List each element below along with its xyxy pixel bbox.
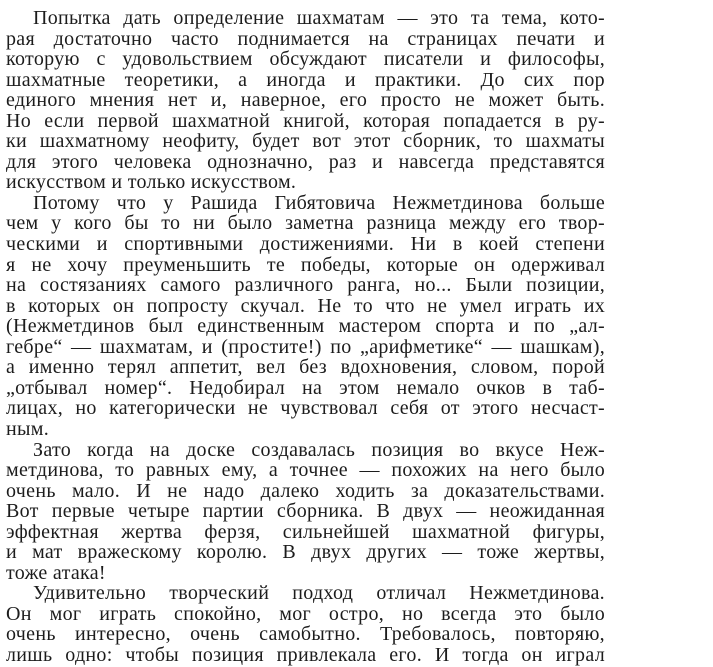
text-line: Удивительно творческий подход отличал Нежметдинова.	[33, 582, 605, 604]
text-line: метдинова, то равных ему, а точнее — похожих на него было	[6, 459, 605, 481]
text-line: на состязаниях самого различного ранга, но... Были позиции,	[6, 274, 605, 296]
text-line: ческими и спортивными достижениями. Ни в коей степени	[6, 233, 605, 255]
text-line: ным.	[6, 418, 49, 440]
text-line: Но если первой шахматной книгой, которая попадается в ру-	[6, 110, 605, 132]
text-line: гебре“ — шахматам, и (простите!) по „арифметике“ — шашкам),	[6, 336, 605, 358]
text-line: искусством и только искусством.	[6, 171, 297, 193]
text-line: тоже атака!	[6, 562, 106, 584]
text-line: Вот первые четыре партии сборника. В двух — неожиданная	[6, 500, 605, 522]
text-line: единого мнения нет и, наверное, его просто не может быть.	[6, 89, 605, 111]
text-line: Он мог играть спокойно, мог остро, но всегда это было	[6, 603, 605, 625]
text-line: в которых он попросту скучал. Не то что не умел играть их	[6, 295, 605, 317]
text-line: и мат вражескому королю. В двух других — тоже жертвы,	[6, 541, 605, 563]
text-line: Зато когда на доске создавалась позиция во вкусе Неж-	[33, 439, 605, 461]
text-line: лишь одно: чтобы позиция привлекала его. И тогда он играл	[6, 644, 605, 666]
text-line: рая достаточно часто поднимается на страницах печати и	[6, 28, 605, 50]
text-line: очень интересно, очень самобытно. Требовалось, повторяю,	[6, 623, 605, 645]
text-line: (Нежметдинов был единственным мастером спорта и по „ал-	[6, 315, 605, 337]
text-line: шахматные теоретики, а иногда и практики. До сих пор	[6, 69, 605, 91]
text-line: Попытка дать определение шахматам — это та тема, кото-	[33, 7, 605, 29]
text-line: чем у кого бы то ни было заметна разница между его твор-	[6, 212, 605, 234]
text-line: которую с удовольствием обсуждают писатели и философы,	[6, 48, 605, 70]
text-line: лицах, но категорически не чувствовал себя от этого несчаст-	[6, 397, 605, 419]
text-line: „отбывал номер“. Недобирал на этом немало очков в таб-	[6, 377, 605, 399]
text-line: эффектная жертва ферзя, сильнейшей шахматной фигуры,	[6, 521, 605, 543]
text-line: я не хочу преуменьшить те победы, которые он одерживал	[6, 254, 605, 276]
text-line: очень мало. И не надо далеко ходить за доказательствами.	[6, 480, 605, 502]
text-line: для этого человека однозначно, раз и навсегда представятся	[6, 151, 605, 173]
text-line: Потому что у Рашида Гибятовича Нежметдинова больше	[33, 192, 605, 214]
text-line: а именно терял аппетит, вел без вдохновения, словом, порой	[6, 356, 605, 378]
text-line: ки шахматному неофиту, будет вот этот сборник, то шахматы	[6, 130, 605, 152]
